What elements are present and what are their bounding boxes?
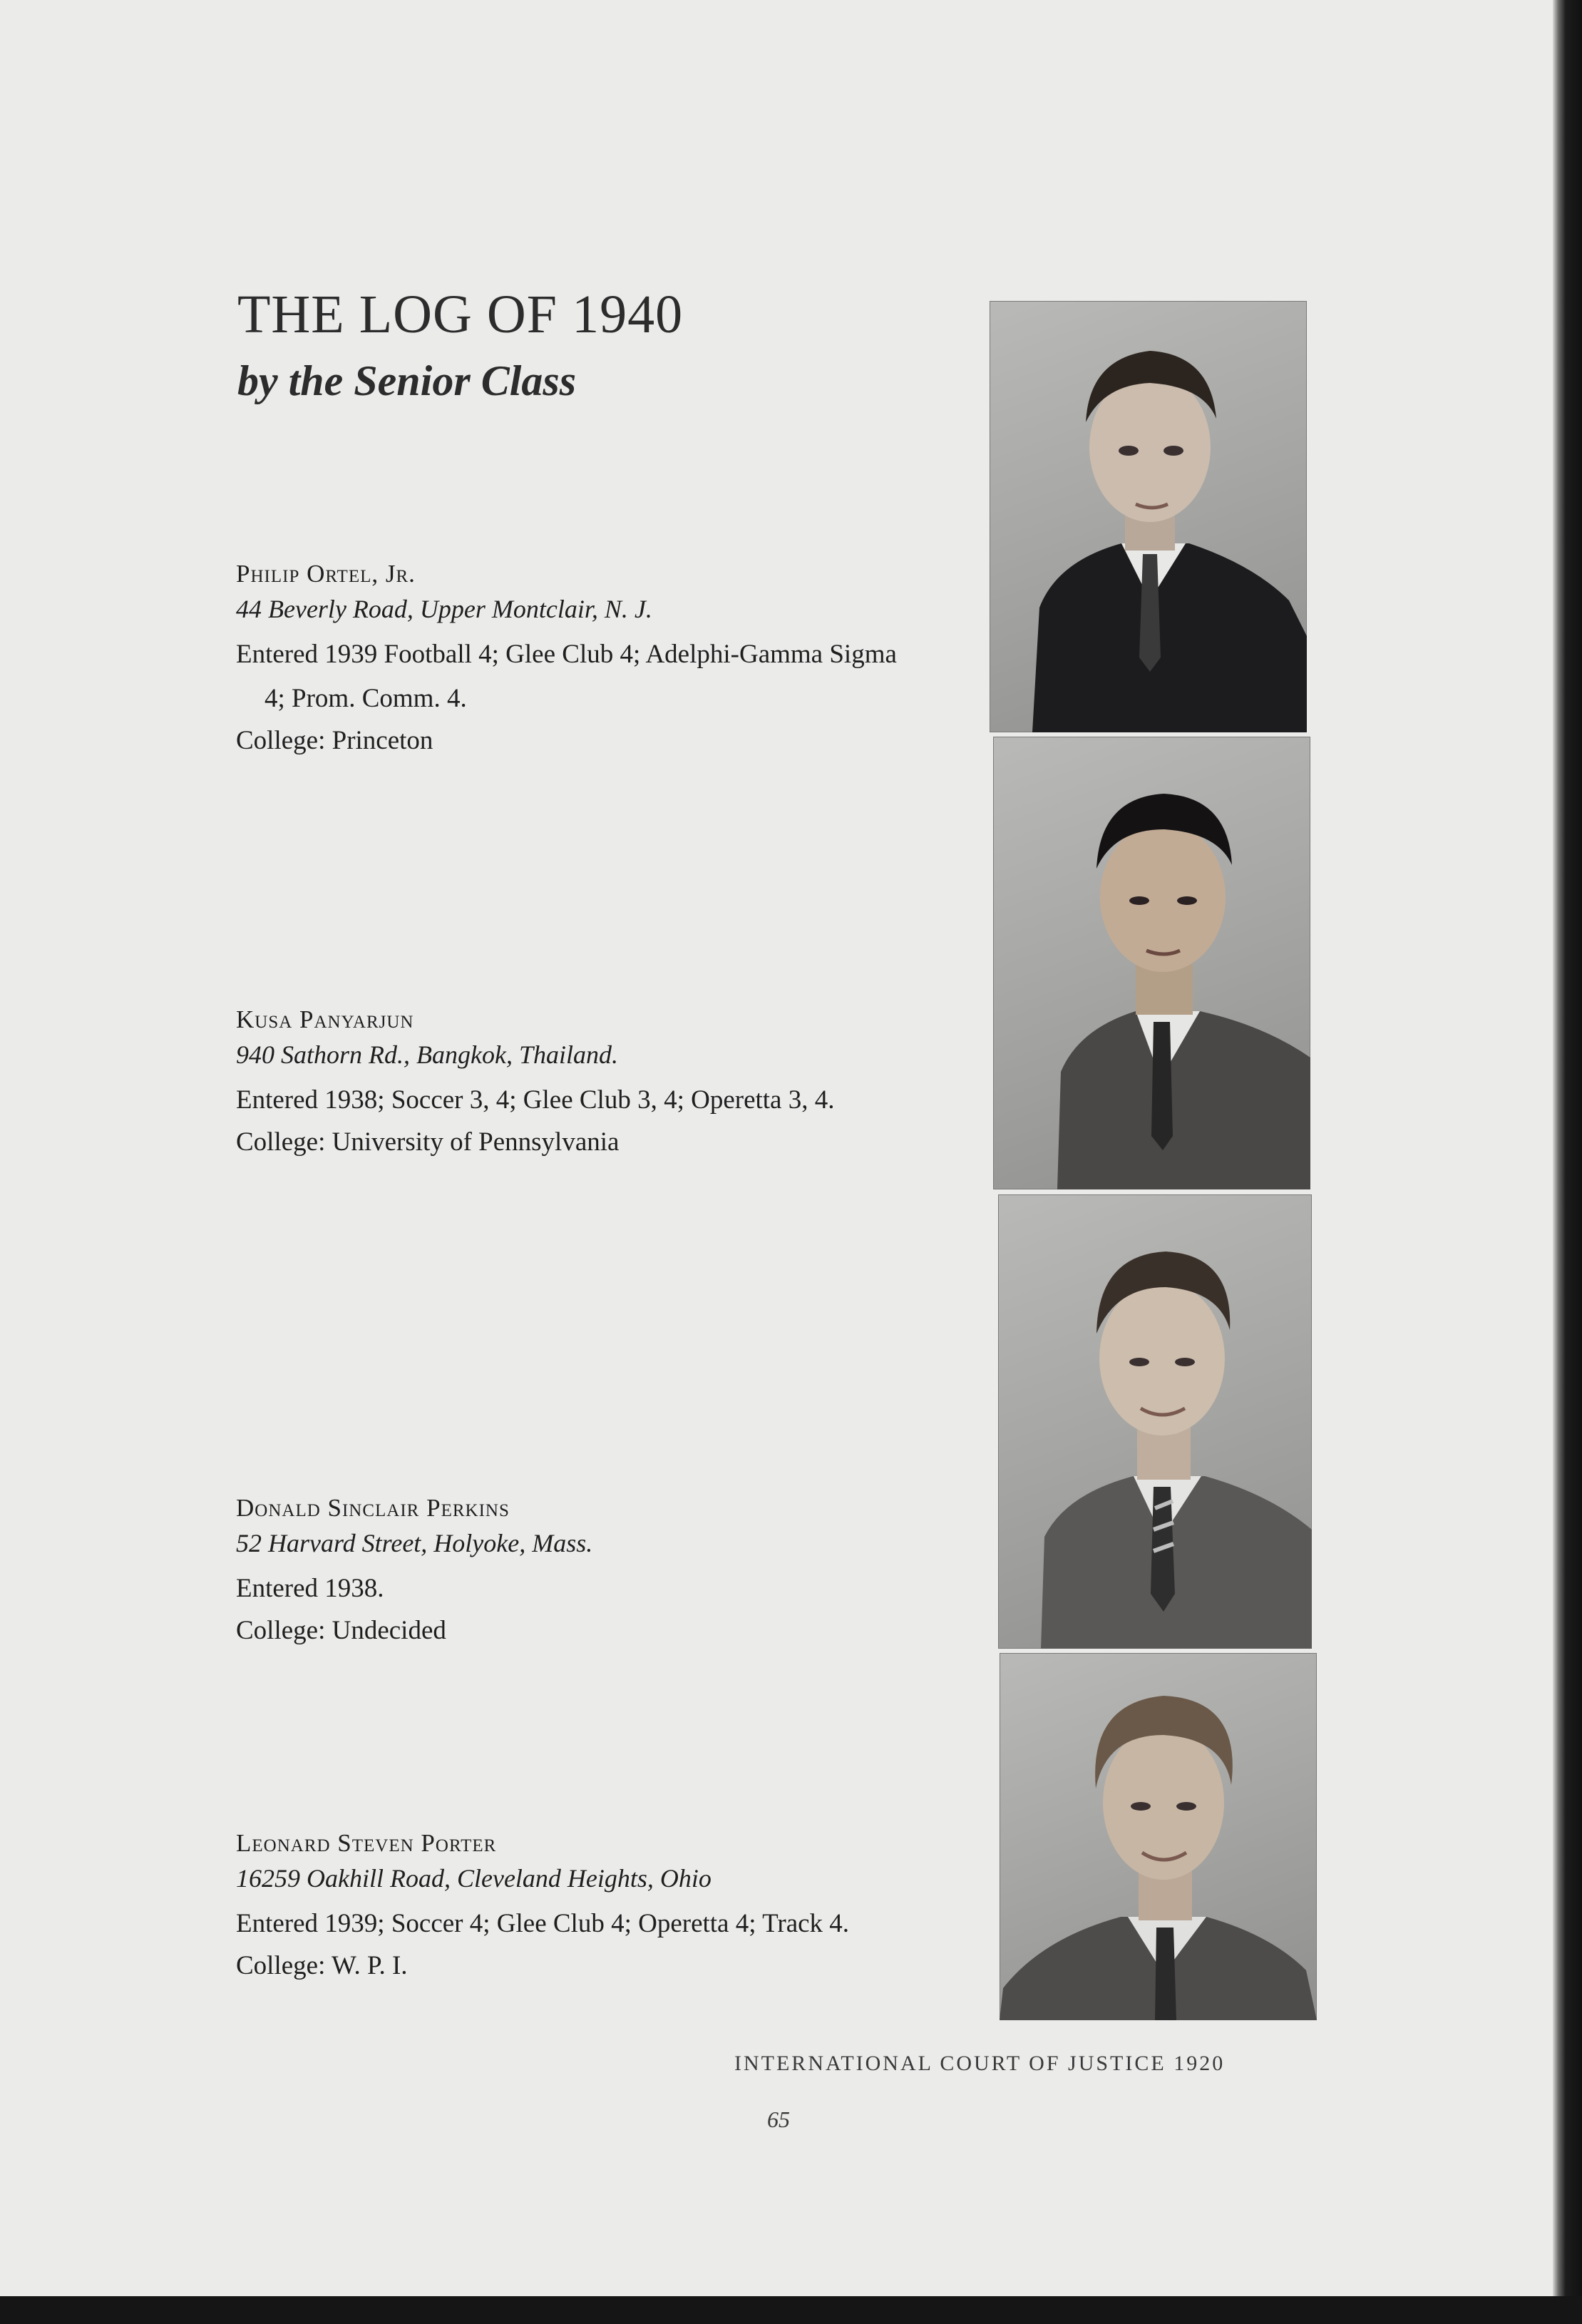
portrait-photo [990,301,1307,732]
senior-name: Donald Sinclair Perkins [236,1494,510,1522]
portrait-photo [993,737,1310,1189]
senior-address: 16259 Oakhill Road, Cleveland Heights, Ohio [236,1864,712,1893]
senior-college: College: Undecided [236,1616,446,1645]
page-title: THE LOG OF 1940 [237,285,684,344]
senior-college: College: University of Pennsylvania [236,1127,620,1157]
senior-college: College: W. P. I. [236,1951,408,1980]
page-number: 65 [767,2107,790,2132]
senior-activities: Entered 1939 Football 4; Glee Club 4; Adelphi-Gamma Sigma 4; Prom. Comm. 4. [236,640,897,713]
senior-address: 940 Sathorn Rd., Bangkok, Thailand. [236,1040,618,1069]
senior-name: Kusa Panyarjun [236,1005,414,1033]
senior-entry-1 [236,560,913,756]
senior-entry-3 [236,1494,913,1646]
senior-college: College: Princeton [236,726,433,755]
senior-name: Philip Ortel, Jr. [236,560,416,588]
portrait-illustration [998,1194,1312,1649]
senior-entry-2 [236,1005,913,1157]
portrait-photo [1000,1653,1317,2020]
footer-credit: INTERNATIONAL COURT OF JUSTICE 1920 [734,2052,1226,2075]
senior-address: 52 Harvard Street, Holyoke, Mass. [236,1529,593,1557]
senior-address: 44 Beverly Road, Upper Montclair, N. J. [236,595,652,623]
senior-entry-4 [236,1829,913,1981]
senior-activities: Entered 1939; Soccer 4; Glee Club 4; Operetta 4; Track 4. [236,1909,850,1938]
portrait-illustration [1000,1653,1317,2020]
portrait-illustration [993,737,1310,1189]
portrait-illustration [990,301,1307,732]
page-subtitle: by the Senior Class [237,357,577,404]
senior-name: Leonard Steven Porter [236,1829,497,1857]
scan-edge-right [1553,0,1582,2324]
portrait-photo [998,1194,1312,1649]
scan-edge-bottom [0,2296,1582,2324]
senior-activities: Entered 1938. [236,1574,384,1603]
senior-activities: Entered 1938; Soccer 3, 4; Glee Club 3, 4; Operetta 3, 4. [236,1085,835,1115]
